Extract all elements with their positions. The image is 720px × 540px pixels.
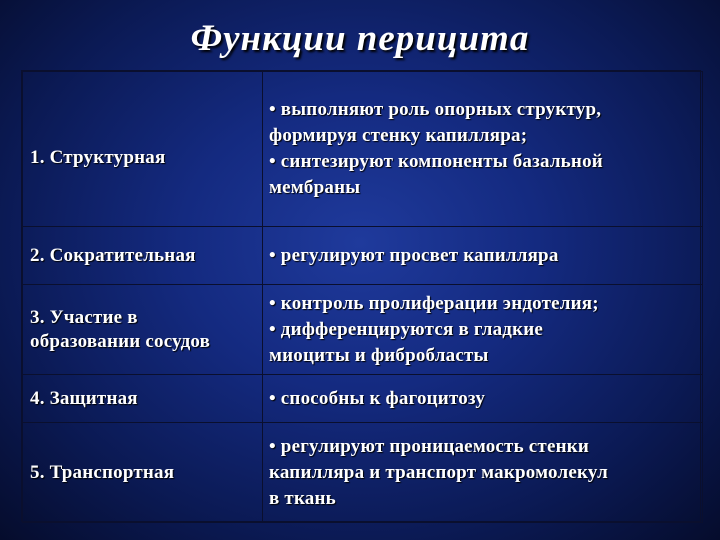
table-row: [23, 72, 703, 227]
description-line: • дифференцируются в гладкие: [269, 318, 544, 340]
description-line: • синтезируют компоненты базальной: [269, 151, 603, 172]
function-name: [23, 423, 263, 523]
table-row: [23, 375, 703, 423]
description-line: • контроль пролиферации эндотелия;: [269, 292, 599, 314]
description-line: миоциты и фибробласты: [269, 344, 489, 366]
function-description: [263, 285, 703, 375]
function-name: [23, 375, 263, 423]
function-name-text: 4. Защитная: [30, 387, 138, 409]
description-line: мембраны: [269, 177, 361, 198]
function-name: [23, 227, 263, 285]
description-line: • регулируют проницаемость стенки: [269, 435, 590, 457]
function-description: [263, 423, 703, 523]
description-line: в ткань: [269, 487, 336, 509]
table-row: [23, 227, 703, 285]
function-description: [263, 227, 703, 285]
function-name-text: 5. Транспортная: [30, 461, 175, 483]
description-line: • выполняют роль опорных структур,: [269, 99, 602, 120]
function-name-text: 2. Сократительная: [30, 244, 196, 266]
slide-title: Функции перицита: [190, 18, 530, 59]
description-line: капилляра и транспорт макромолекул: [269, 461, 608, 483]
function-name-text: образовании сосудов: [30, 330, 211, 352]
functions-table: [21, 70, 701, 522]
function-name-text: 3. Участие в: [30, 306, 138, 328]
function-name: [23, 72, 263, 227]
table-row: [23, 423, 703, 523]
description-line: формируя стенку капилляра;: [269, 125, 528, 146]
function-description: [263, 375, 703, 423]
function-name-text: 1. Структурная: [30, 147, 166, 168]
function-name: [23, 285, 263, 375]
function-description: [263, 72, 703, 227]
table-row: [23, 285, 703, 375]
description-line: • регулируют просвет капилляра: [269, 244, 559, 266]
description-line: • способны к фагоцитозу: [269, 387, 486, 409]
